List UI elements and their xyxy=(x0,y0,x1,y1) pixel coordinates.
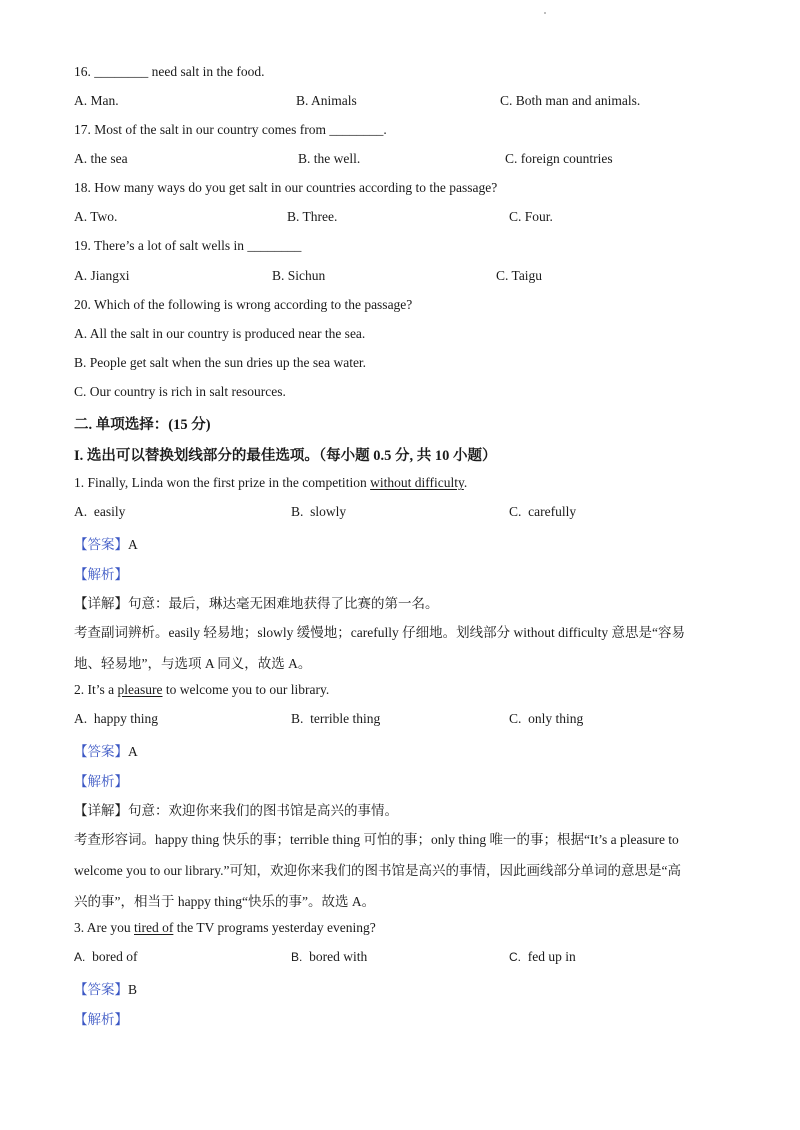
question-19-stem: 19. There’s a lot of salt wells in ________ xyxy=(74,238,302,253)
q17-option-b: B. the well. xyxy=(298,151,361,166)
question-18-stem: 18. How many ways do you get salt in our countries according to the passage? xyxy=(74,180,498,195)
q20-option-c: C. Our country is rich in salt resources. xyxy=(74,384,286,399)
underlined-phrase: tired of xyxy=(134,920,174,935)
q18-option-c: C. Four. xyxy=(509,209,553,224)
detail-label: 【详解】 xyxy=(74,803,128,818)
q16-option-c: C. Both man and animals. xyxy=(500,93,641,108)
q19-option-a: A. Jiangxi xyxy=(74,268,130,283)
s2-explanation-line-1: 考查形容词。happy thing 快乐的事；terrible thing 可怕的事；only thing 唯一的事；根据“It’s a pleasure to xyxy=(74,832,679,847)
s3-option-a: A. bored of xyxy=(74,949,138,964)
question-20-stem: 20. Which of the following is wrong according to the passage? xyxy=(74,297,413,312)
q17-option-a: A. the sea xyxy=(74,151,128,166)
s1-answer: 【答案】A xyxy=(74,537,138,552)
underlined-phrase: without difficulty xyxy=(370,475,464,490)
s2-answer: 【答案】A xyxy=(74,744,138,759)
s2-option-b: B. terrible thing xyxy=(291,711,381,726)
question-2-stem: 2. It’s a pleasure to welcome you to our library. xyxy=(74,682,330,697)
s2-option-a: A. happy thing xyxy=(74,711,158,726)
q19-option-c: C. Taigu xyxy=(496,268,543,283)
question-16-stem: 16. ________ need salt in the food. xyxy=(74,64,265,79)
s1-explanation-line-2: 地、轻易地”，与选项 A 同义，故选 A。 xyxy=(74,656,312,671)
detail-label: 【详解】 xyxy=(74,596,128,611)
question-1-stem: 1. Finally, Linda won the first prize in the competition without difficulty. xyxy=(74,475,468,490)
q20-option-b: B. People get salt when the sun dries up the sea water. xyxy=(74,355,367,370)
s3-option-b: B. bored with xyxy=(291,949,368,964)
q18-option-a: A. Two. xyxy=(74,209,118,224)
underlined-phrase: pleasure xyxy=(117,682,163,697)
s2-analysis-label: 【解析】 xyxy=(74,774,128,789)
s1-option-a: A. easily xyxy=(74,504,126,519)
q18-option-b: B. Three. xyxy=(287,209,338,224)
s1-explanation-line-1: 考查副词辨析。easily 轻易地；slowly 缓慢地；carefully 仔细地。划线部分 without difficulty 意思是“容易 xyxy=(74,625,685,640)
page-speck xyxy=(544,12,546,14)
s3-answer: 【答案】B xyxy=(74,982,138,997)
s2-explanation-line-3: 兴的事”，相当于 happy thing“快乐的事”。故选 A。 xyxy=(74,894,376,909)
s3-analysis-label: 【解析】 xyxy=(74,1012,128,1027)
s1-option-c: C. carefully xyxy=(509,504,577,519)
question-17-stem: 17. Most of the salt in our country comes from ________. xyxy=(74,122,387,137)
q19-option-b: B. Sichun xyxy=(272,268,326,283)
answer-label: 【答案】 xyxy=(74,537,128,552)
question-3-stem: 3. Are you tired of the TV programs yesterday evening? xyxy=(74,920,376,935)
s2-detail: 【详解】句意：欢迎你来我们的图书馆是高兴的事情。 xyxy=(74,803,398,818)
q20-option-a: A. All the salt in our country is produced near the sea. xyxy=(74,326,366,341)
q17-option-c: C. foreign countries xyxy=(505,151,613,166)
section-subtitle: I. 选出可以替换划线部分的最佳选项。（每小题 0.5 分, 共 10 小题） xyxy=(74,448,497,464)
s1-analysis-label: 【解析】 xyxy=(74,567,128,582)
s2-explanation-line-2: welcome you to our library.”可知，欢迎你来我们的图书馆是高兴的事情，因此画线部分单词的意思是“高 xyxy=(74,863,681,878)
s2-option-c: C. only thing xyxy=(509,711,584,726)
answer-label: 【答案】 xyxy=(74,744,128,759)
s1-option-b: B. slowly xyxy=(291,504,347,519)
section-title: 二. 单项选择：(15 分) xyxy=(74,417,211,433)
s3-option-c: C. fed up in xyxy=(509,949,576,964)
q16-option-a: A. Man. xyxy=(74,93,119,108)
q16-option-b: B. Animals xyxy=(296,93,357,108)
s1-detail: 【详解】句意：最后，琳达毫无困难地获得了比赛的第一名。 xyxy=(74,596,439,611)
answer-label: 【答案】 xyxy=(74,982,128,997)
